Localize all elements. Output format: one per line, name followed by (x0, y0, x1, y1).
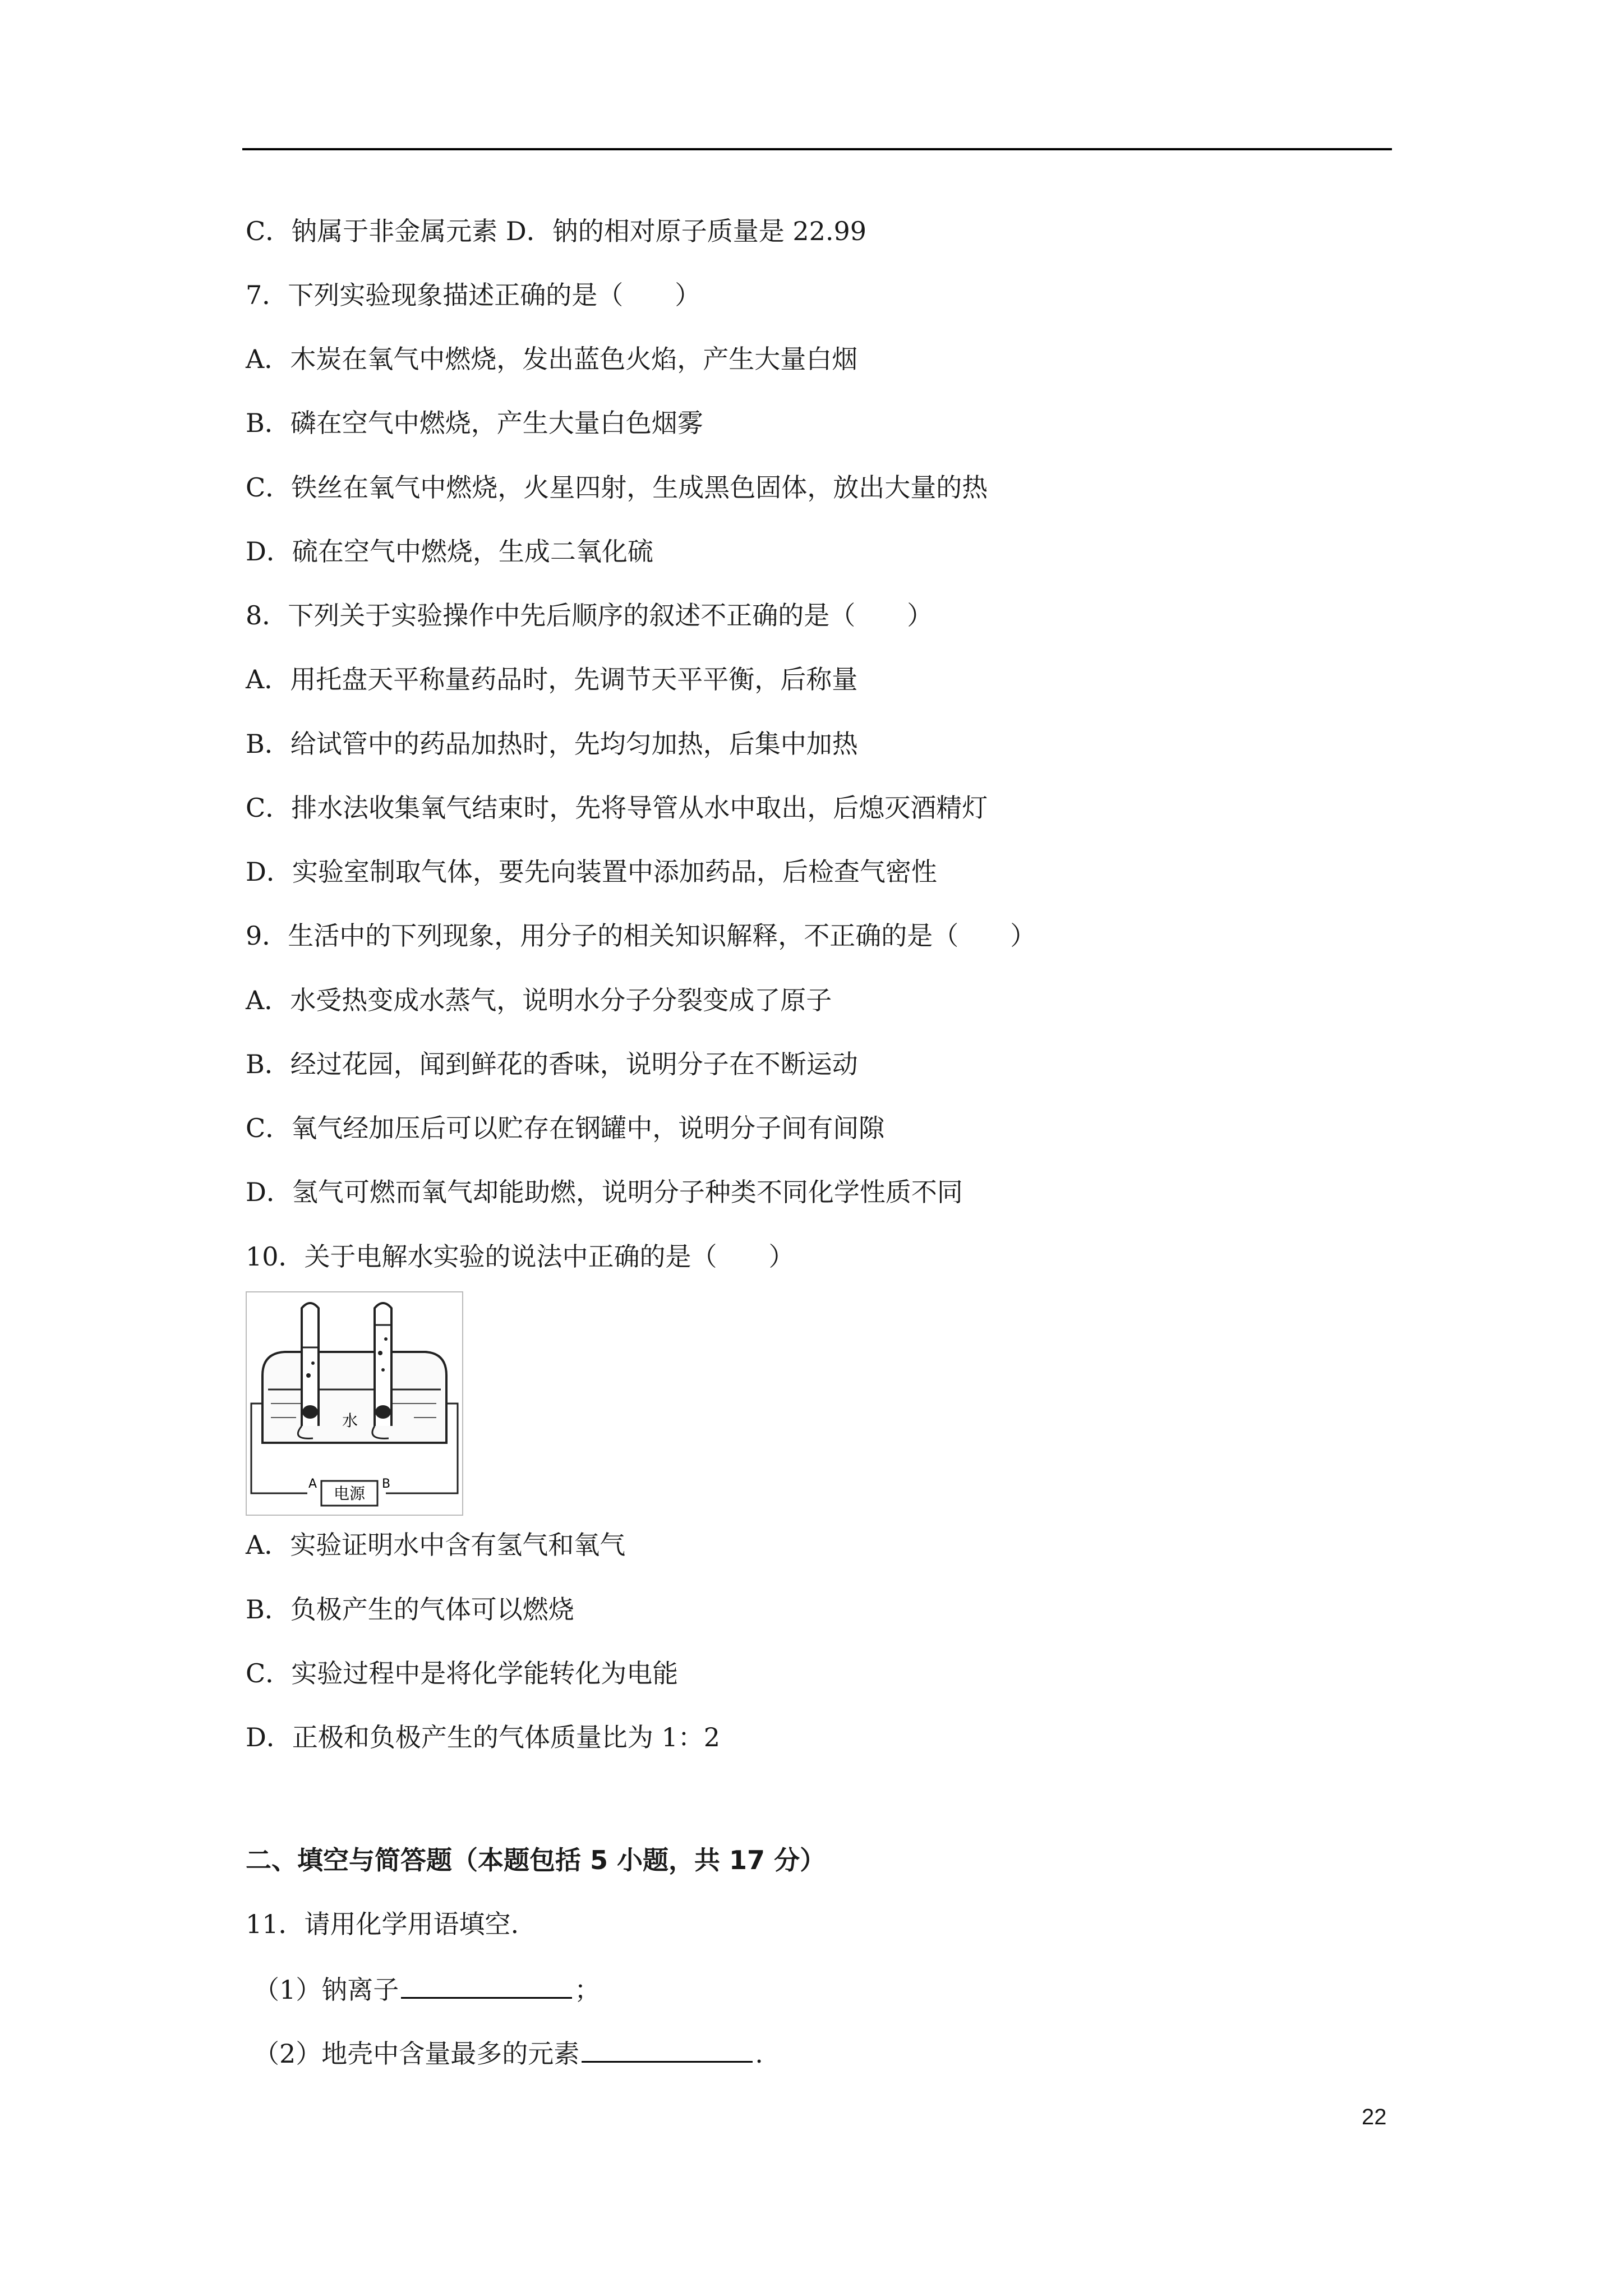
option-line: C．排水法收集氧气结束时，先将导管从水中取出，后熄灭酒精灯 (246, 793, 988, 823)
answer-blank-2[interactable] (582, 2035, 753, 2063)
section-heading: 二、填空与简答题（本题包括 5 小题，共 17 分） (246, 1845, 826, 1875)
option-line: C．铁丝在氧气中燃烧，火星四射，生成黑色固体，放出大量的热 (246, 472, 988, 503)
electrolysis-diagram (246, 1291, 463, 1516)
fill-item-1-label: （1）钠离子 (253, 1975, 399, 2005)
option-line: D．氢气可燃而氧气却能助燃，说明分子种类不同化学性质不同 (246, 1177, 963, 1207)
option-line: B．负极产生的气体可以燃烧 (246, 1594, 574, 1625)
option-line: D．硫在空气中燃烧，生成二氧化硫 (246, 536, 653, 567)
option-line: C．氧气经加压后可以贮存在钢罐中，说明分子间有间隙 (246, 1113, 885, 1143)
electrode-b-label: B (382, 1477, 391, 1491)
water-label: 水 (342, 1411, 358, 1430)
fill-item-2-suffix: . (755, 2039, 763, 2069)
option-line: A．用托盘天平称量药品时，先调节天平平衡，后称量 (246, 664, 858, 694)
fill-item-2 (253, 2035, 763, 2070)
fill-item-1-suffix: ； (574, 1975, 601, 2005)
question-7: 7．下列实验现象描述正确的是（ ） (246, 280, 701, 310)
fill-item-2-label: （2）地壳中含量最多的元素 (253, 2039, 580, 2069)
option-line: A．实验证明水中含有氢气和氧气 (246, 1530, 626, 1560)
option-line: B．给试管中的药品加热时，先均匀加热，后集中加热 (246, 729, 858, 759)
option-line: A．木炭在氧气中燃烧，发出蓝色火焰，产生大量白烟 (246, 344, 858, 374)
option-line: B．经过花园，闻到鲜花的香味，说明分子在不断运动 (246, 1049, 858, 1079)
option-line: D．实验室制取气体，要先向装置中添加药品，后检查气密性 (246, 857, 937, 887)
electrode-a-label: A (308, 1477, 317, 1491)
question-10: 10．关于电解水实验的说法中正确的是（ ） (246, 1241, 795, 1272)
question-9: 9．生活中的下列现象，用分子的相关知识解释，不正确的是（ ） (246, 921, 1036, 951)
header-rule (242, 148, 1392, 150)
fill-item-1 (253, 1971, 600, 2007)
option-line: C．实验过程中是将化学能转化为电能 (246, 1658, 679, 1688)
option-line: C．钠属于非金属元素 D．钠的相对原子质量是 22.99 (246, 216, 867, 246)
power-label: 电源 (333, 1484, 366, 1503)
question-8: 8．下列关于实验操作中先后顺序的叙述不正确的是（ ） (246, 600, 933, 631)
option-line: A．水受热变成水蒸气，说明水分子分裂变成了原子 (246, 985, 832, 1015)
page-number: 22 (1362, 2105, 1387, 2129)
answer-blank-1[interactable] (401, 1971, 572, 1999)
option-line: D．正极和负极产生的气体质量比为 1：2 (246, 1722, 721, 1752)
question-11: 11．请用化学用语填空. (246, 1909, 519, 1939)
option-line: B．磷在空气中燃烧，产生大量白色烟雾 (246, 408, 703, 438)
